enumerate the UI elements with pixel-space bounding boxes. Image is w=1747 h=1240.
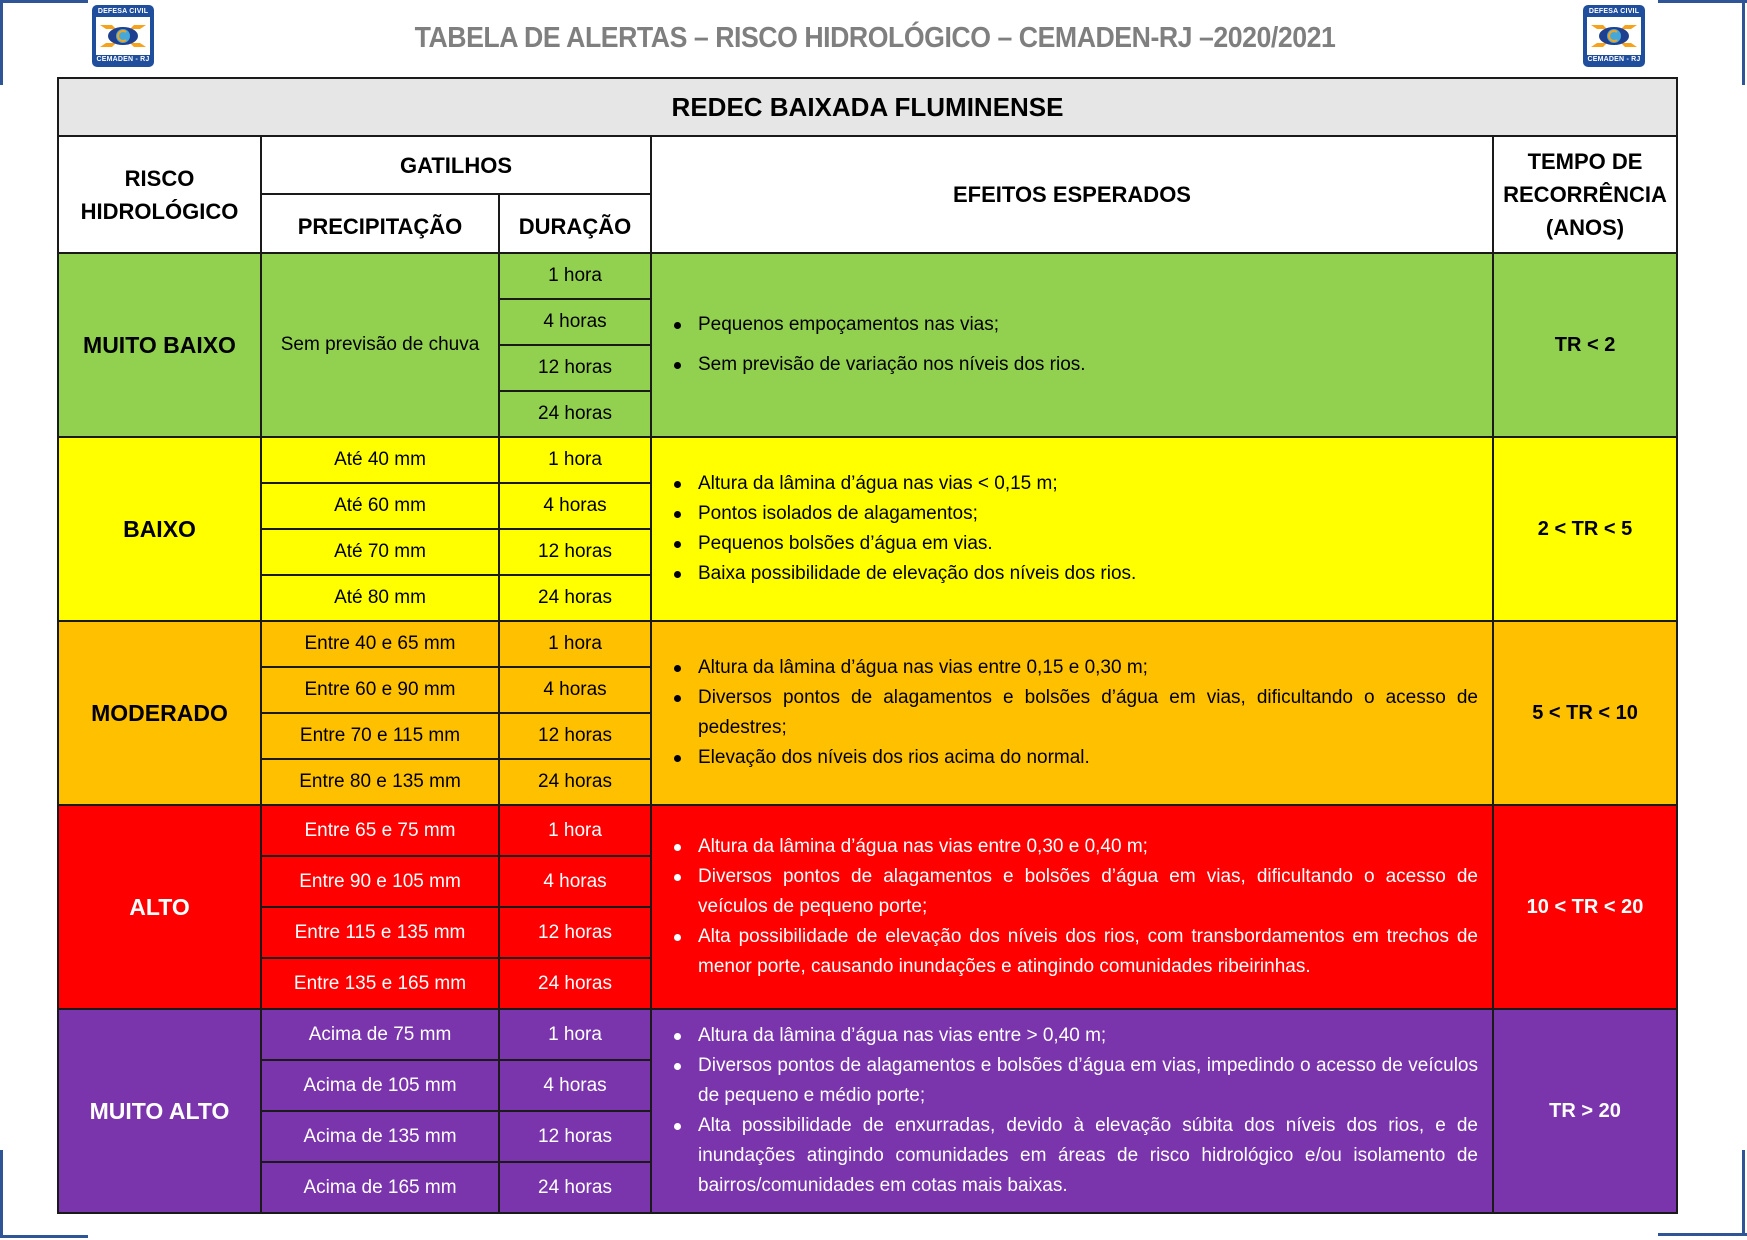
alerts-table <box>57 77 1678 1214</box>
region-title: REDEC BAIXADA FLUMINENSE <box>58 78 1677 136</box>
header-risk-line1: RISCO <box>124 165 195 191</box>
frame-corner-bottom-left-h <box>0 1235 88 1238</box>
effect-item: Diversos pontos de alagamentos e bolsões d’água em vias, impedindo o acesso de veículos de pequeno e médio porte; <box>698 1051 1478 1111</box>
effect-item: Elevação dos níveis dos rios acima do normal. <box>698 743 1478 773</box>
duration-cell: 12 horas <box>499 529 651 575</box>
effects-cell <box>651 1009 1493 1213</box>
precipitation-cell: Até 40 mm <box>261 437 499 483</box>
header-precipitation: PRECIPITAÇÃO <box>261 194 499 253</box>
document-title: TABELA DE ALERTAS – RISCO HIDROLÓGICO – CEMADEN-RJ –2020/2021 <box>414 22 1336 54</box>
header-risk <box>58 136 261 253</box>
frame-corner-top-left-h <box>0 0 88 3</box>
duration-cell: 4 horas <box>499 299 651 345</box>
precipitation-cell: Sem previsão de chuva <box>261 253 499 437</box>
duration-cell: 4 horas <box>499 483 651 529</box>
effect-item: Pequenos empoçamentos nas vias; <box>698 310 1478 340</box>
duration-cell: 12 horas <box>499 907 651 958</box>
risk-level-label: BAIXO <box>58 437 261 621</box>
duration-cell: 1 hora <box>499 437 651 483</box>
effect-item: Pontos isolados de alagamentos; <box>698 499 1478 529</box>
region-title-row <box>58 78 1677 136</box>
duration-cell: 12 horas <box>499 345 651 391</box>
precipitation-cell: Acima de 105 mm <box>261 1060 499 1111</box>
duration-cell: 24 horas <box>499 1162 651 1213</box>
duration-cell: 12 horas <box>499 713 651 759</box>
effects-list <box>670 1021 1478 1201</box>
duration-cell: 24 horas <box>499 958 651 1009</box>
frame-corner-top-right-h <box>1658 0 1747 3</box>
header-recurrence-line2: RECORRÊNCIA <box>1503 182 1667 207</box>
precipitation-cell: Entre 80 e 135 mm <box>261 759 499 805</box>
duration-cell: 1 hora <box>499 621 651 667</box>
duration-cell: 24 horas <box>499 759 651 805</box>
logo-bottom-text: CEMADEN - RJ <box>1587 56 1641 63</box>
logo-left <box>92 5 154 67</box>
logo-bottom-text: CEMADEN - RJ <box>96 56 150 63</box>
effects-cell <box>651 253 1493 437</box>
frame-corner-top-left-v <box>0 0 3 85</box>
effect-item: Pequenos bolsões d’água em vias. <box>698 529 1478 559</box>
effect-item: Altura da lâmina d’água nas vias entre > 0,40 m; <box>698 1021 1478 1051</box>
precipitation-cell: Acima de 135 mm <box>261 1111 499 1162</box>
header-triggers: GATILHOS <box>261 136 651 194</box>
effects-list <box>670 469 1478 589</box>
effect-item: Altura da lâmina d’água nas vias < 0,15 m; <box>698 469 1478 499</box>
precipitation-cell: Entre 70 e 115 mm <box>261 713 499 759</box>
logo-top-text: DEFESA CIVIL <box>1588 8 1640 15</box>
header-recurrence-line3: (ANOS) <box>1545 215 1625 240</box>
level-row <box>58 621 1677 667</box>
header-duration: DURAÇÃO <box>499 194 651 253</box>
effects-cell <box>651 437 1493 621</box>
eye-logo-icon <box>1587 17 1641 55</box>
precipitation-cell: Entre 40 e 65 mm <box>261 621 499 667</box>
effects-list <box>670 653 1478 773</box>
frame-corner-bottom-right-v <box>1742 1150 1745 1236</box>
logo-right <box>1583 5 1645 67</box>
precipitation-cell: Entre 115 e 135 mm <box>261 907 499 958</box>
effects-cell <box>651 805 1493 1009</box>
recurrence-cell: 10 < TR < 20 <box>1493 805 1677 1009</box>
effect-item: Diversos pontos de alagamentos e bolsões d’água em vias, dificultando o acesso de veículos de pequeno porte; <box>698 862 1478 922</box>
level-row <box>58 805 1677 856</box>
effects-list <box>670 832 1478 982</box>
effect-item: Sem previsão de variação nos níveis dos rios. <box>698 350 1478 380</box>
duration-cell: 1 hora <box>499 805 651 856</box>
header-recurrence-line1: TEMPO DE <box>1527 149 1643 174</box>
frame-corner-bottom-right-h <box>1658 1233 1747 1236</box>
duration-cell: 4 horas <box>499 1060 651 1111</box>
recurrence-cell: 5 < TR < 10 <box>1493 621 1677 805</box>
levels-body <box>58 253 1677 1213</box>
level-row <box>58 437 1677 483</box>
effect-item: Baixa possibilidade de elevação dos níveis dos rios. <box>698 559 1478 589</box>
precipitation-cell: Entre 65 e 75 mm <box>261 805 499 856</box>
risk-level-label: MUITO BAIXO <box>58 253 261 437</box>
duration-cell: 1 hora <box>499 1009 651 1060</box>
level-row <box>58 253 1677 299</box>
frame-corner-top-right-v <box>1742 0 1745 85</box>
effect-item: Altura da lâmina d’água nas vias entre 0,15 e 0,30 m; <box>698 653 1478 683</box>
duration-cell: 1 hora <box>499 253 651 299</box>
precipitation-cell: Até 60 mm <box>261 483 499 529</box>
risk-level-label: MUITO ALTO <box>58 1009 261 1213</box>
effects-list <box>670 310 1478 380</box>
risk-level-label: MODERADO <box>58 621 261 805</box>
precipitation-cell: Até 70 mm <box>261 529 499 575</box>
risk-level-label: ALTO <box>58 805 261 1009</box>
header-effects: EFEITOS ESPERADOS <box>651 136 1493 253</box>
effects-cell <box>651 621 1493 805</box>
recurrence-cell: 2 < TR < 5 <box>1493 437 1677 621</box>
duration-cell: 24 horas <box>499 391 651 437</box>
effect-item: Diversos pontos de alagamentos e bolsões d’água em vias, dificultando o acesso de pedestres; <box>698 683 1478 743</box>
effect-item: Altura da lâmina d’água nas vias entre 0,30 e 0,40 m; <box>698 832 1478 862</box>
recurrence-cell: TR > 20 <box>1493 1009 1677 1213</box>
precipitation-cell: Acima de 165 mm <box>261 1162 499 1213</box>
precipitation-cell: Entre 60 e 90 mm <box>261 667 499 713</box>
recurrence-cell: TR < 2 <box>1493 253 1677 437</box>
duration-cell: 4 horas <box>499 667 651 713</box>
eye-logo-icon <box>96 17 150 55</box>
level-row <box>58 1009 1677 1060</box>
duration-cell: 4 horas <box>499 856 651 907</box>
precipitation-cell: Acima de 75 mm <box>261 1009 499 1060</box>
header-recurrence <box>1493 136 1677 253</box>
effect-item: Alta possibilidade de elevação dos níveis dos rios, com transbordamentos em trechos de menor porte, causando inundações e atingindo comunidades ribeirinhas. <box>698 922 1478 982</box>
precipitation-cell: Entre 135 e 165 mm <box>261 958 499 1009</box>
logo-top-text: DEFESA CIVIL <box>97 8 149 15</box>
duration-cell: 24 horas <box>499 575 651 621</box>
precipitation-cell: Até 80 mm <box>261 575 499 621</box>
header-row-1 <box>58 136 1677 194</box>
duration-cell: 12 horas <box>499 1111 651 1162</box>
frame-corner-bottom-left-v <box>0 1150 3 1238</box>
header-risk-line2: HIDROLÓGICO <box>80 198 239 224</box>
effect-item: Alta possibilidade de enxurradas, devido à elevação súbita dos níveis dos rios, e de inundações atingindo comunidades em áreas de risco hidrológico e/ou isolamento de bairros/comunidades em cotas mais baixas. <box>698 1111 1478 1201</box>
precipitation-cell: Entre 90 e 105 mm <box>261 856 499 907</box>
